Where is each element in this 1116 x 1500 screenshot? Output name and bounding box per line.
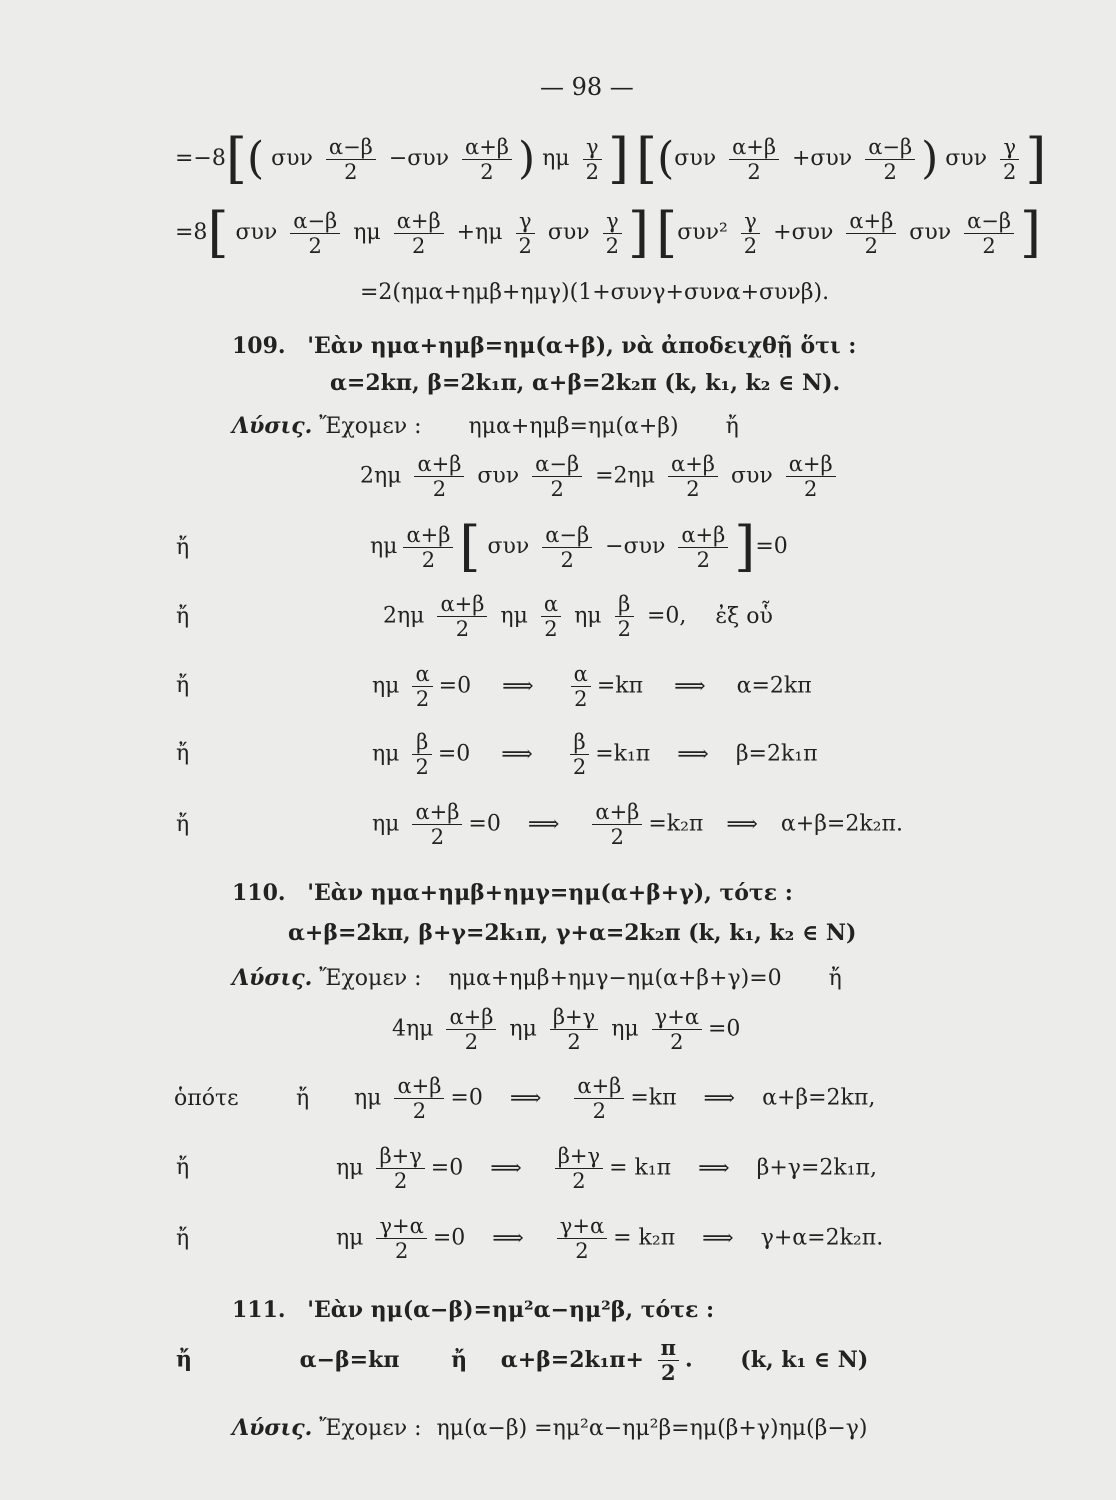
implies-arrow: ⟹ (698, 1155, 730, 1181)
eq-text: +συν (791, 146, 853, 171)
solution-110-step-3 (336, 1144, 877, 1193)
eq-text: γ+α=2k₂π. (760, 1225, 884, 1251)
eq-text: ημ (372, 811, 400, 837)
eq-text: =0, (646, 603, 687, 629)
fraction: $\frac{\gamma}{2}$ (516, 209, 535, 258)
fraction: $\frac{\alpha+\beta}{2}$ (412, 800, 462, 849)
fraction: $\frac{\alpha-\beta}{2}$ (532, 452, 582, 501)
eq-text: β+γ=2k₁π, (756, 1155, 877, 1181)
problem-number: 110. (232, 880, 286, 906)
implies-arrow: ⟹ (674, 673, 706, 699)
eq-text: α+β=2k₁π+ (500, 1346, 644, 1373)
eq-text: =0 (438, 673, 472, 699)
eq-text: =0 (450, 1085, 483, 1111)
eq-text: −συν (605, 534, 666, 559)
solution-text: ημα+ημβ+ημγ−ημ(α+β+γ)=0 (448, 966, 782, 991)
eq-text: =0 (468, 811, 501, 837)
eq-text: α−β=kπ (299, 1346, 400, 1373)
eq-text: συν (547, 220, 590, 245)
fraction: $\frac{\alpha}{2}$ (541, 592, 561, 641)
eq-text: α+β=2k₂π. (780, 811, 903, 837)
fraction: $\frac{\beta+\gamma}{2}$ (555, 1144, 603, 1193)
eq-text: συν (235, 220, 278, 245)
eta-label: ἤ (176, 535, 190, 560)
implies-arrow: ⟹ (703, 1085, 736, 1111)
opote-label: ὁπότε (174, 1086, 239, 1111)
solution-109-intro (232, 413, 739, 440)
eq-text: = k₂π (613, 1225, 676, 1251)
solution-110-step-4 (336, 1214, 883, 1263)
solution-110-intro (232, 965, 842, 992)
equation-line-1: =−8[( συν $\frac{\alpha-\beta}{2}$ −συν $\frac{\alpha+\beta}{2}$ ) ημ $\frac{\gamma}{2}$ ] [(συν $\frac{\alpha+\beta}{2}$ +συν $\frac{\alpha-\beta}{2}$ ) συν $\frac{\gamma}{2}$ ] (175, 127, 1047, 190)
eta-label: ἤ (176, 741, 190, 766)
problem-111-result: ἤ α−β=kπ ἤ α+β=2k₁π+ $\frac{\pi}{2}$ . (k, k₁ ∈ N) (176, 1335, 869, 1385)
eq-text: +ημ (456, 220, 503, 245)
eq-text: ημ (336, 1155, 364, 1181)
problem-110-statement (232, 880, 793, 906)
implies-arrow: ⟹ (492, 1225, 524, 1251)
implies-arrow: ⟹ (490, 1155, 522, 1181)
eq-text: συν (945, 146, 988, 171)
fraction: $\frac{\alpha+\beta}{2}$ (846, 209, 896, 258)
equation-line-2: =8[ συν $\frac{\alpha-\beta}{2}$ ημ $\frac{\alpha+\beta}{2}$ +ημ $\frac{\gamma}{2}$ συν $\frac{\gamma}{2}$ ] [συν² $\frac{\gamma}{2}$ +συν $\frac{\alpha+\beta}{2}$ συν $\frac{\alpha-\beta}{2}$ ] (175, 201, 1042, 264)
eq-text: =8 (175, 220, 208, 245)
solution-text: ἤ (725, 414, 739, 439)
fraction: $\frac{\beta}{2}$ (412, 730, 431, 779)
solution-109-step-2: ημ $\frac{\alpha+\beta}{2}$ [ συν $\frac{\alpha-\beta}{2}$ −συν $\frac{\alpha+\beta}{2}$ ]=0 (370, 515, 788, 578)
eq-text: συν (674, 146, 717, 171)
eq-text: =kπ (596, 673, 644, 699)
eq-text: −συν (388, 146, 450, 171)
eq-text: =k₂π (648, 811, 704, 837)
solution-text: Ἔχομεν : (319, 414, 422, 439)
fraction: $\frac{\beta+\gamma}{2}$ (550, 1005, 598, 1054)
eq-text: =0 (755, 534, 788, 559)
fraction: $\frac{\alpha+\beta}{2}$ (462, 135, 512, 184)
eq-text: ημ (372, 741, 400, 767)
solution-text: ημ(α−β) =ημ²α−ημ²β=ημ(β+γ)ημ(β−γ) (436, 1416, 868, 1441)
solution-110-step-1 (392, 1005, 740, 1054)
eq-text: ημ (370, 534, 398, 559)
eq-text: ημ (500, 603, 528, 629)
fraction: $\frac{\pi}{2}$ (658, 1336, 679, 1385)
fraction: $\frac{\alpha+\beta}{2}$ (437, 592, 487, 641)
solution-109-step-6 (372, 800, 903, 849)
eq-text: 2ημ (360, 463, 402, 489)
eq-text: ἤ (176, 1346, 192, 1373)
implies-arrow: ⟹ (509, 1085, 542, 1111)
solution-text: ἤ (828, 966, 842, 991)
fraction: $\frac{\beta+\gamma}{2}$ (376, 1144, 424, 1193)
eq-text: ημ (336, 1225, 364, 1251)
fraction: $\frac{\alpha}{2}$ (412, 662, 432, 711)
fraction: $\frac{\alpha+\beta}{2}$ (729, 135, 779, 184)
eq-text: +συν (773, 220, 834, 245)
eta-label: ἤ (176, 1226, 190, 1251)
eq-text: =kπ (630, 1085, 677, 1111)
eta-label: ἤ (176, 604, 190, 629)
fraction: $\frac{\gamma+\alpha}{2}$ (557, 1214, 607, 1263)
problem-text: 'Εὰν ημ(α−β)=ημ²α−ημ²β, τότε : (307, 1297, 715, 1323)
eq-text: συν (477, 463, 520, 489)
eq-text: α=2kπ (736, 673, 812, 699)
implies-arrow: ⟹ (527, 811, 560, 837)
fraction: $\frac{\alpha+\beta}{2}$ (446, 1005, 496, 1054)
eq-text: 4ημ (392, 1016, 434, 1042)
fraction: $\frac{\alpha-\beta}{2}$ (865, 135, 915, 184)
eq-text: ημ (372, 673, 400, 699)
eq-text: β=2k₁π (735, 741, 818, 767)
eq-text: συν (909, 220, 952, 245)
solution-110-step-2 (354, 1074, 875, 1123)
eq-text: = k₁π (609, 1155, 672, 1181)
fraction: $\frac{\alpha-\beta}{2}$ (326, 135, 376, 184)
fraction: $\frac{\gamma}{2}$ (741, 209, 760, 258)
eq-text: ἐξ οὗ (715, 603, 773, 629)
implies-arrow: ⟹ (501, 741, 533, 767)
fraction: $\frac{\beta}{2}$ (570, 730, 589, 779)
fraction: $\frac{\gamma}{2}$ (583, 135, 602, 184)
eq-text: ημ (574, 603, 602, 629)
solution-109-step-1 (360, 452, 842, 501)
problem-number: 109. (232, 333, 286, 359)
eq-text: συν (487, 534, 530, 559)
solution-text: Ἔχομεν : (319, 966, 422, 991)
implies-arrow: ⟹ (726, 811, 758, 837)
solution-111-line (232, 1415, 868, 1442)
fraction: $\frac{\gamma+\alpha}{2}$ (376, 1214, 426, 1263)
fraction: $\frac{\gamma}{2}$ (1000, 135, 1019, 184)
implies-arrow: ⟹ (502, 673, 534, 699)
solution-label: Λύσις. (232, 965, 313, 991)
solution-label: Λύσις. (232, 1415, 313, 1441)
solution-text: ημα+ημβ=ημ(α+β) (468, 414, 679, 439)
equation-line-3: =2(ημα+ημβ+ημγ)(1+συνγ+συνα+συνβ). (360, 280, 830, 305)
solution-label: Λύσις. (232, 413, 313, 439)
eq-text: συν² (677, 220, 728, 245)
eta-label: ἤ (176, 673, 190, 698)
eq-text: ημ (509, 1016, 537, 1042)
fraction: $\frac{\alpha+\beta}{2}$ (668, 452, 718, 501)
fraction: $\frac{\alpha}{2}$ (571, 662, 591, 711)
eq-text: 2ημ (383, 603, 425, 629)
eq-text: =−8 (175, 146, 226, 171)
eq-text: =0 (430, 1155, 464, 1181)
fraction: $\frac{\alpha+\beta}{2}$ (394, 209, 444, 258)
eq-text: συν (730, 463, 773, 489)
problem-109-statement (232, 333, 856, 359)
eq-text: ἤ (451, 1346, 468, 1373)
eq-text: ημ (354, 1085, 382, 1111)
eq-text: =k₁π (595, 741, 651, 767)
eq-text: =0 (432, 1225, 466, 1251)
fraction: $\frac{\alpha-\beta}{2}$ (542, 523, 592, 572)
eq-text: ημ (611, 1016, 639, 1042)
page-number: — 98 — (540, 73, 634, 101)
eq-text: =2ημ (595, 463, 656, 489)
fraction: $\frac{\alpha-\beta}{2}$ (290, 209, 340, 258)
fraction: $\frac{\gamma+\alpha}{2}$ (652, 1005, 702, 1054)
fraction: $\frac{\gamma}{2}$ (603, 209, 622, 258)
problem-text: 'Εὰν ημα+ημβ+ημγ=ημ(α+β+γ), τότε : (307, 880, 793, 906)
fraction: $\frac{\alpha-\beta}{2}$ (964, 209, 1014, 258)
eq-text: συν (271, 146, 313, 171)
problem-text: 'Εὰν ημα+ημβ=ημ(α+β), νὰ ἀποδειχθῇ ὅτι : (307, 333, 857, 359)
problem-109-result: α=2kπ, β=2k₁π, α+β=2k₂π (k, k₁, k₂ ∈ N). (330, 370, 841, 396)
eta-label: ἤ (176, 1155, 190, 1180)
eta-label: ἤ (296, 1086, 310, 1111)
eq-text: ημ (353, 220, 381, 245)
solution-109-step-3 (383, 592, 773, 641)
eq-text: α+β=2kπ, (762, 1085, 876, 1111)
fraction: $\frac{\alpha+\beta}{2}$ (592, 800, 642, 849)
eq-text: ημ (542, 146, 570, 171)
problem-111-statement (232, 1297, 714, 1323)
fraction: $\frac{\alpha+\beta}{2}$ (414, 452, 464, 501)
fraction: $\frac{\alpha+\beta}{2}$ (394, 1074, 444, 1123)
problem-110-result: α+β=2kπ, β+γ=2k₁π, γ+α=2k₂π (k, k₁, k₂ ∈ N) (288, 920, 857, 946)
solution-109-step-4 (372, 662, 812, 711)
eta-label: ἤ (176, 812, 190, 837)
fraction: $\frac{\beta}{2}$ (615, 592, 634, 641)
fraction: $\frac{\alpha+\beta}{2}$ (786, 452, 836, 501)
implies-arrow: ⟹ (677, 741, 709, 767)
problem-number: 111. (232, 1297, 286, 1323)
solution-109-step-5 (372, 730, 818, 779)
solution-text: Ἔχομεν : (319, 1416, 422, 1441)
fraction: $\frac{\alpha+\beta}{2}$ (678, 523, 728, 572)
eq-text: (k, k₁ ∈ N) (740, 1346, 869, 1373)
eq-text: =0 (708, 1016, 741, 1042)
fraction: $\frac{\alpha+\beta}{2}$ (574, 1074, 624, 1123)
eq-text: =0 (437, 741, 471, 767)
implies-arrow: ⟹ (702, 1225, 734, 1251)
fraction: $\frac{\alpha+\beta}{2}$ (403, 523, 453, 572)
